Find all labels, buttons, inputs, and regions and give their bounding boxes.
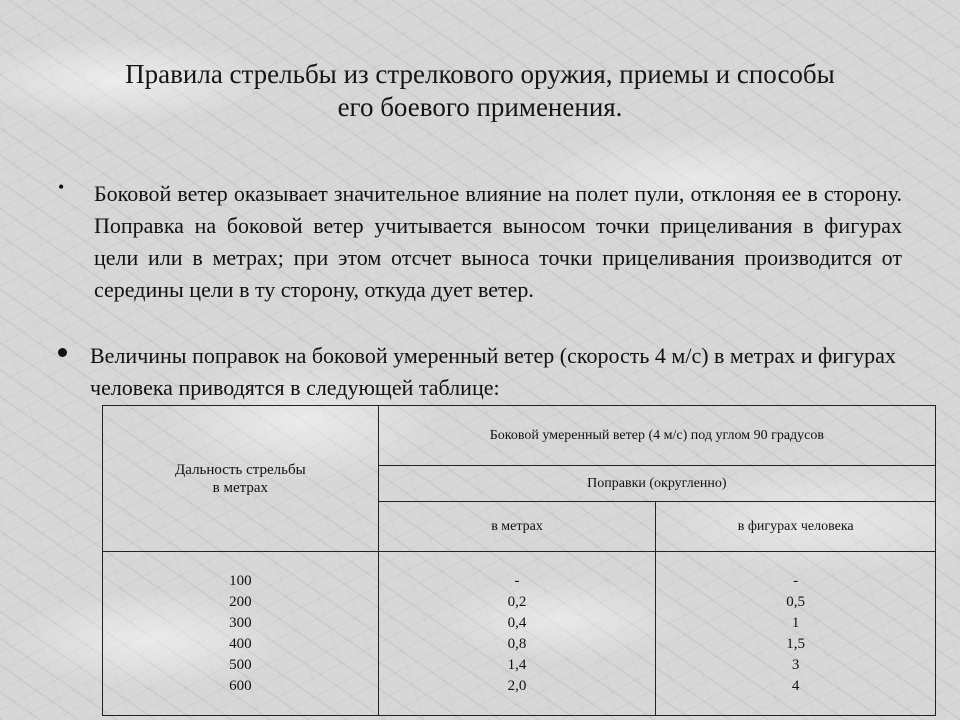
range-value: 300 <box>229 614 252 631</box>
meters-values-cell <box>378 552 656 716</box>
range-value: 500 <box>229 656 252 673</box>
range-values-cell <box>103 552 379 716</box>
meters-value: 1,4 <box>507 656 527 673</box>
wind-corrections-table <box>102 405 936 716</box>
figures-values-cell <box>656 552 936 716</box>
figures-value: 1 <box>791 614 800 631</box>
bullet-text-table-intro: Величины поправок на боковой умеренный ветер (скорость 4 м/с) в метрах и фигурах человека приводятся в следующей таблице: <box>90 343 896 400</box>
range-value: 200 <box>229 593 252 610</box>
slide-title-line-2: его боевого применения. <box>337 92 623 122</box>
figures-value: 0,5 <box>786 593 806 610</box>
slide-title <box>40 58 920 124</box>
range-header-line-2: в метрах <box>212 479 269 496</box>
figures-value: 3 <box>791 656 800 673</box>
bullet-dot-icon <box>58 348 67 357</box>
meters-value: 0,2 <box>507 593 527 610</box>
figures-header-cell: в фигурах человека <box>656 502 936 552</box>
meters-header-cell: в метрах <box>378 502 656 552</box>
wind-header-cell: Боковой умеренный ветер (4 м/с) под углом 90 градусов <box>378 406 935 466</box>
slide-title-line-1: Правила стрельбы из стрелкового оружия, приемы и способы <box>125 59 835 89</box>
range-value: 400 <box>229 635 252 652</box>
table-header-row-1 <box>103 406 936 466</box>
meters-value: 0,4 <box>507 614 527 631</box>
range-value: 600 <box>229 677 252 694</box>
range-header-line-1: Дальность стрельбы <box>175 461 306 478</box>
range-header-cell <box>103 406 379 552</box>
meters-value: 2,0 <box>507 677 527 694</box>
corrections-header-cell: Поправки (округленно) <box>378 466 935 502</box>
bullet-text-wind-effect: Боковой ветер оказывает значительное влияние на полет пули, отклоняя ее в сторону. Поправка на боковой ветер учитывается выносом точки прицеливания в фигурах цели или в метрах; при этом отсчет выноса точки прицеливания производится от середины цели в ту сторону, откуда дует ветер. <box>94 181 902 302</box>
bullet-paragraph-wind-effect <box>58 178 902 306</box>
figures-value: 1,5 <box>786 635 806 652</box>
meters-value: 0,8 <box>507 635 527 652</box>
meters-value: - <box>514 572 520 589</box>
bullet-dot-icon: • <box>58 177 65 197</box>
figures-value: - <box>793 572 799 589</box>
figures-value: 4 <box>791 677 800 694</box>
range-value: 100 <box>229 572 252 589</box>
bullet-paragraph-table-intro <box>58 340 902 404</box>
table-data-row <box>103 552 936 716</box>
wind-corrections-table-container <box>102 405 936 715</box>
